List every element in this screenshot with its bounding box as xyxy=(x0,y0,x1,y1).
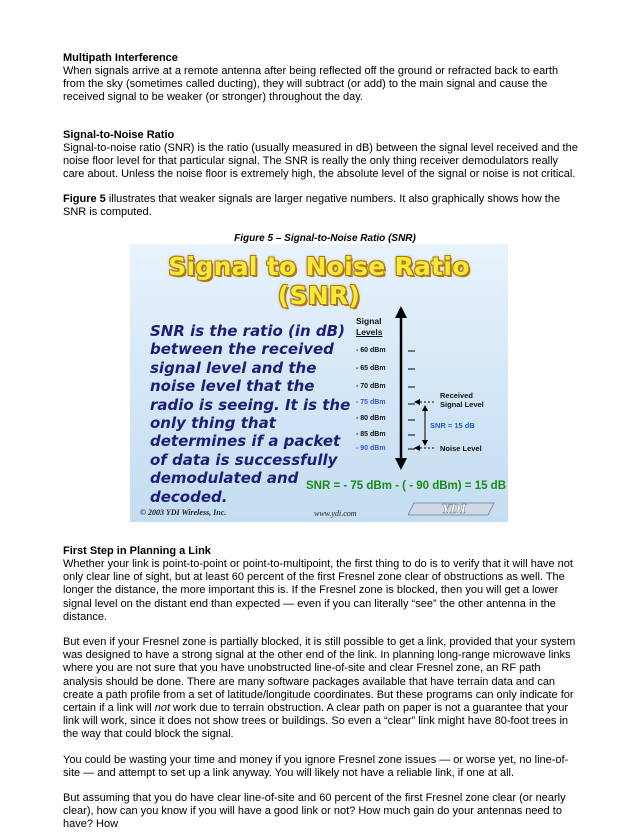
level-label: - 60 dBm xyxy=(356,347,386,354)
signal-levels-heading-1: Signal xyxy=(356,316,382,326)
snr-span-up-icon xyxy=(422,405,428,411)
snr-value-label: SNR = 15 dB xyxy=(430,421,475,430)
received-signal-label xyxy=(440,391,484,409)
signal-levels-heading-2: Levels xyxy=(356,327,383,337)
figure-reference-text: illustrates that weaker signals are larger negative numbers. It also graphically shows how the SNR is computed. xyxy=(63,193,561,219)
noise-level-label: Noise Level xyxy=(440,444,482,453)
level-label-highlight: - 75 dBm xyxy=(356,399,386,406)
figure-title: Signal to Noise Ratio (SNR) xyxy=(168,252,470,310)
figure-reference-bold: Figure 5 xyxy=(63,193,106,206)
planning-paragraph-2 xyxy=(63,636,579,742)
snr-heading: Signal-to-Noise Ratio xyxy=(63,128,175,141)
planning-paragraph-3: You could be wasting your time and money if you ignore Fresnel zone issues — or worse yet, no line-of-site — and attempt to set up a link anyway. You will likely not have a reliable link, if one at all. xyxy=(63,753,569,779)
planning-paragraph-2-b: work due to terrain obstruction. A clear path on paper is not a guarantee that your link will work, since it does not show trees or buildings. So even a “clear” link might have 80-foot trees in the way that could block the signal. xyxy=(63,702,569,741)
snr-span-down-icon xyxy=(422,440,428,446)
planning-section xyxy=(63,545,579,832)
snr-figure xyxy=(130,244,508,522)
snr-paragraph: Signal-to-noise ratio (SNR) is the ratio (usually measured in dB) between the signal level received and the noise floor level for that particular signal. The SNR is really the only thing receiver demodulators really care about. Unless the noise floor is extremely high, the absolute level of the signal or noise is not critical. xyxy=(63,141,578,181)
level-label: - 70 dBm xyxy=(356,383,386,390)
scale-arrow-down-icon xyxy=(395,458,407,470)
planning-heading: First Step in Planning a Link xyxy=(63,545,211,557)
received-label-line-2: Signal Level xyxy=(440,400,484,409)
snr-equation: SNR = - 75 dBm - ( - 90 dBm) = 15 dB xyxy=(306,480,507,492)
level-label: - 85 dBm xyxy=(356,431,386,438)
ydi-logo-text: YDI xyxy=(441,502,467,516)
multipath-heading: Multipath Interference xyxy=(63,52,178,64)
figure-caption: Figure 5 – Signal-to-Noise Ratio (SNR) xyxy=(234,232,416,244)
level-label-highlight: - 90 dBm xyxy=(356,445,386,452)
signal-levels-heading xyxy=(356,316,396,338)
copyright-text: © 2003 YDI Wireless, Inc. xyxy=(140,508,227,517)
planning-paragraph-2-emphasis: not xyxy=(154,702,170,715)
figure-reference-paragraph xyxy=(63,193,579,219)
received-label-line-1: Received xyxy=(440,391,473,400)
planning-paragraph-1: Whether your link is point-to-point or point-to-multipoint, the first thing to do is to verify that it will have not only clear line of sight, but at least 60 percent of the first Fresnel zone clear of obstructions as well. The longer the distance, the more important this is. If the Fresnel zone is blocked, then you will get a lower signal level on the distant end than expected — even if you can literally “see” the other antenna in the distance. xyxy=(63,558,573,623)
level-label: - 65 dBm xyxy=(356,365,386,372)
multipath-paragraph: When signals arrive at a remote antenna after being reflected off the ground or refracted back to earth from the sky (sometimes called ducting), they will subtract (or add) to the main signal and cause the received signal to be weaker (or stronger) throughout the day. xyxy=(63,65,559,104)
ydi-logo xyxy=(408,500,500,518)
document-top xyxy=(63,52,579,245)
level-label: - 80 dBm xyxy=(356,415,386,422)
website-text: www.ydi.com xyxy=(314,509,357,518)
planning-paragraph-4: But assuming that you do have clear line-of-site and 60 percent of the first Fresnel zone clear (or nearly clear), how can you know if you will have a good link or not? How much gain do your antennas need to have? How xyxy=(63,792,566,831)
noise-arrow-icon xyxy=(414,445,420,451)
planning-paragraph-2-a: But even if your Fresnel zone is partially blocked, it is still possible to get a link, provided that your system was designed to have a strong signal at the other end of the link. In planning long-range microwave links where you are not sure that you have unobstructed line-of-site and clear Fresnel zone, an RF path analysis should be done. There are many software packages available that have terrain data and can create a path profile from a set of latitude/longitude coordinates. But these programs can only indicate for certain if a link will xyxy=(63,636,576,715)
figure-body-text: SNR is the ratio (in dB) between the received signal level and the noise level that the radio is seeing. It is the only thing that determines if a packet of data is successfully demodulated and decoded. xyxy=(150,322,351,506)
scale-arrow-up-icon xyxy=(395,306,407,318)
